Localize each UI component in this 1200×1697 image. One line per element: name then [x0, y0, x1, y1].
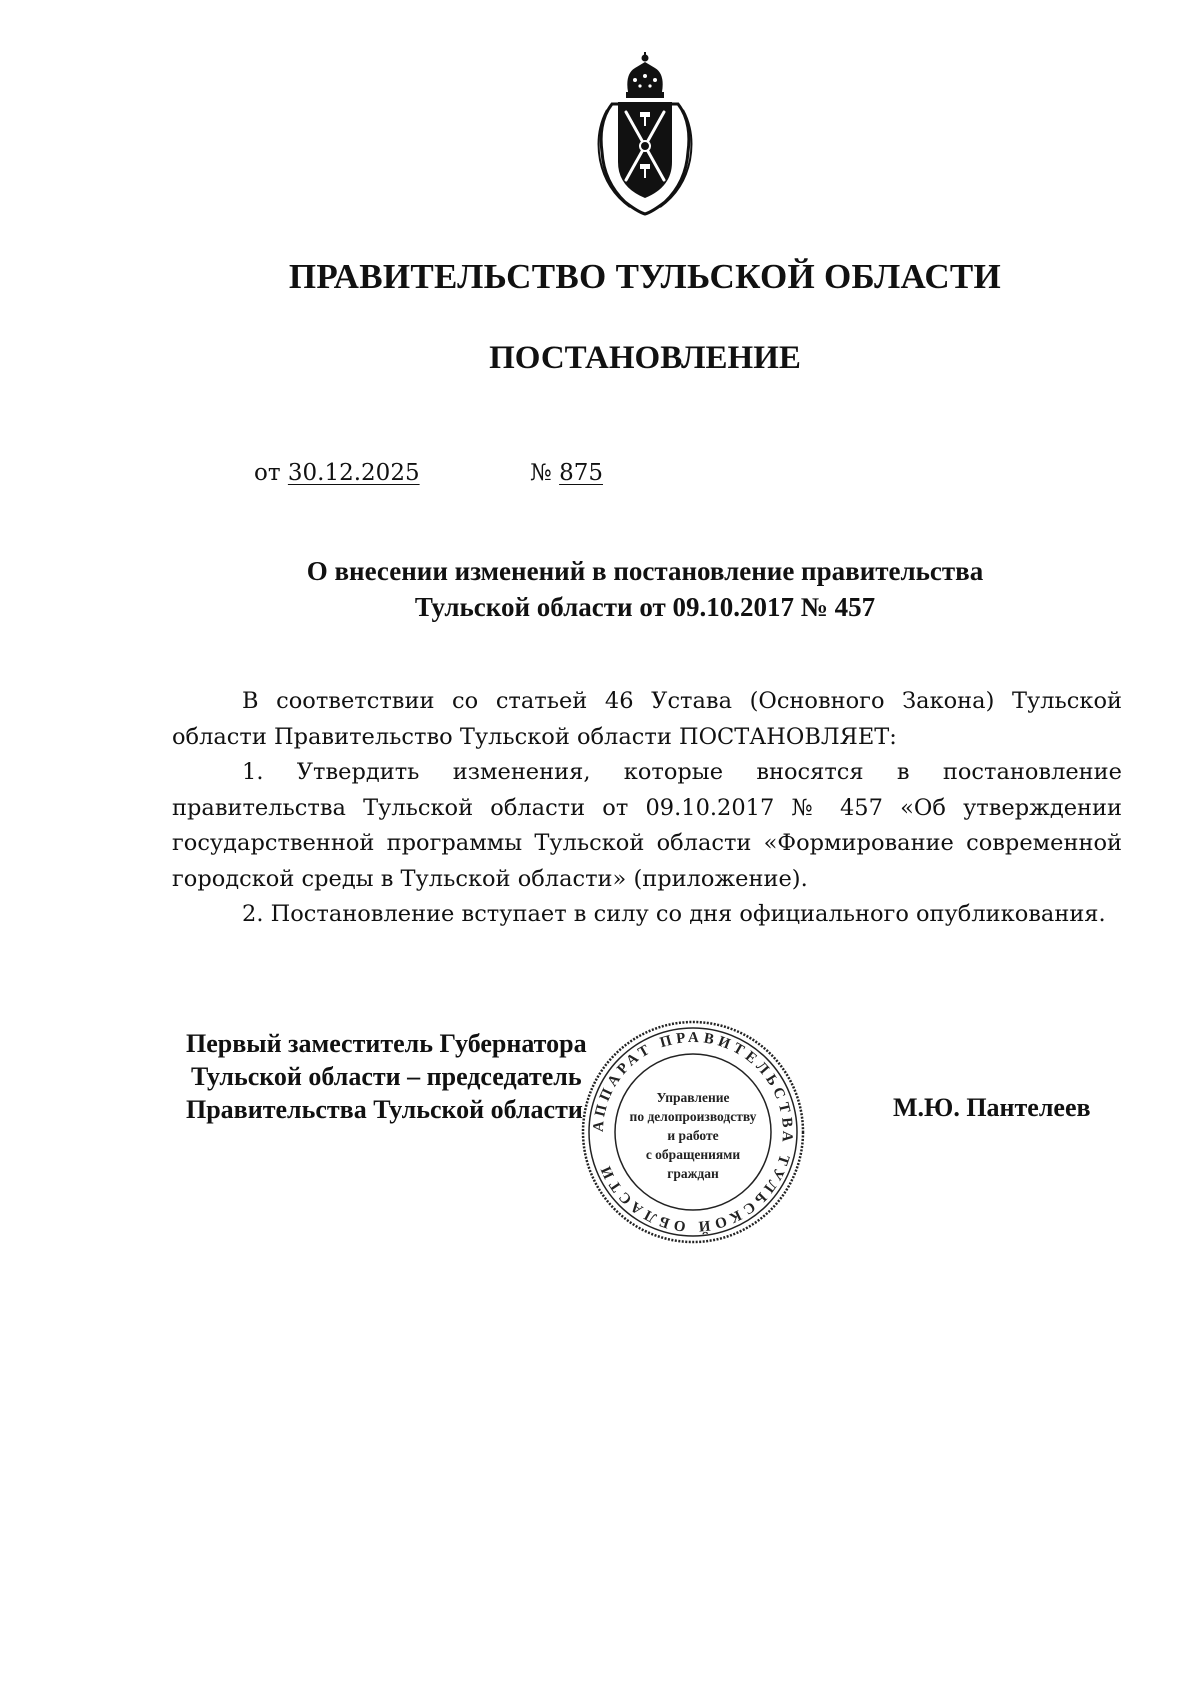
stamp-ring-text: АППАРАТ ПРАВИТЕЛЬСТВА ТУЛЬСКОЙ ОБЛАСТИ: [590, 1029, 796, 1235]
document-subject: [180, 553, 1110, 625]
government-title: ПРАВИТЕЛЬСТВО ТУЛЬСКОЙ ОБЛАСТИ: [288, 257, 1002, 296]
document-type-title: ПОСТАНОВЛЕНИЕ: [489, 340, 801, 376]
signatory-name: М.Ю. Пантелеев: [893, 1093, 1091, 1122]
date-prefix: от: [254, 460, 281, 486]
item-2-paragraph: 2. Постановление вступает в силу со дня официального опубликования.: [242, 901, 1106, 927]
stamp-center-line-3: и работе: [667, 1128, 719, 1143]
position-line-1: Первый заместитель Губернатора: [186, 1029, 587, 1058]
position-line-3: Правительства Тульской области: [186, 1095, 583, 1124]
position-line-2: Тульской области – председатель: [191, 1062, 582, 1091]
document-number: 875: [559, 460, 603, 486]
coat-of-arms-icon: [590, 52, 700, 217]
preamble-paragraph: В соответствии со статьей 46 Устава (Основного Закона) Тульской области Правительство Тульской области ПОСТАНОВЛЯЕТ:: [172, 688, 1122, 750]
stamp-center-line-5: граждан: [667, 1166, 719, 1181]
number-prefix: №: [530, 460, 552, 486]
subject-line-1: О внесении изменений в постановление правительства: [306, 556, 984, 586]
number-field: [530, 460, 603, 486]
official-seal-icon: [578, 1017, 808, 1247]
item-1-paragraph: 1. Утвердить изменения, которые вносятся в постановление правительства Тульской области от 09.10.2017 № 457 «Об утверждении государственной программы Тульской области «Формирование современной городской среды в Тульской области» (приложение).: [172, 759, 1122, 892]
signatory-position: [186, 1027, 587, 1126]
date-field: [254, 460, 420, 486]
stamp-center-line-2: по делопроизводству: [629, 1109, 757, 1124]
document-date: 30.12.2025: [287, 460, 420, 486]
document-body: [172, 684, 1122, 933]
subject-line-2: Тульской области от 09.10.2017 № 457: [414, 592, 876, 622]
stamp-center-line-4: с обращениями: [645, 1147, 741, 1162]
stamp-center-line-1: Управление: [656, 1090, 730, 1105]
svg-text:АППАРАТ ПРАВИТЕЛЬСТВА ТУЛЬСКОЙ: [591, 1030, 796, 1235]
